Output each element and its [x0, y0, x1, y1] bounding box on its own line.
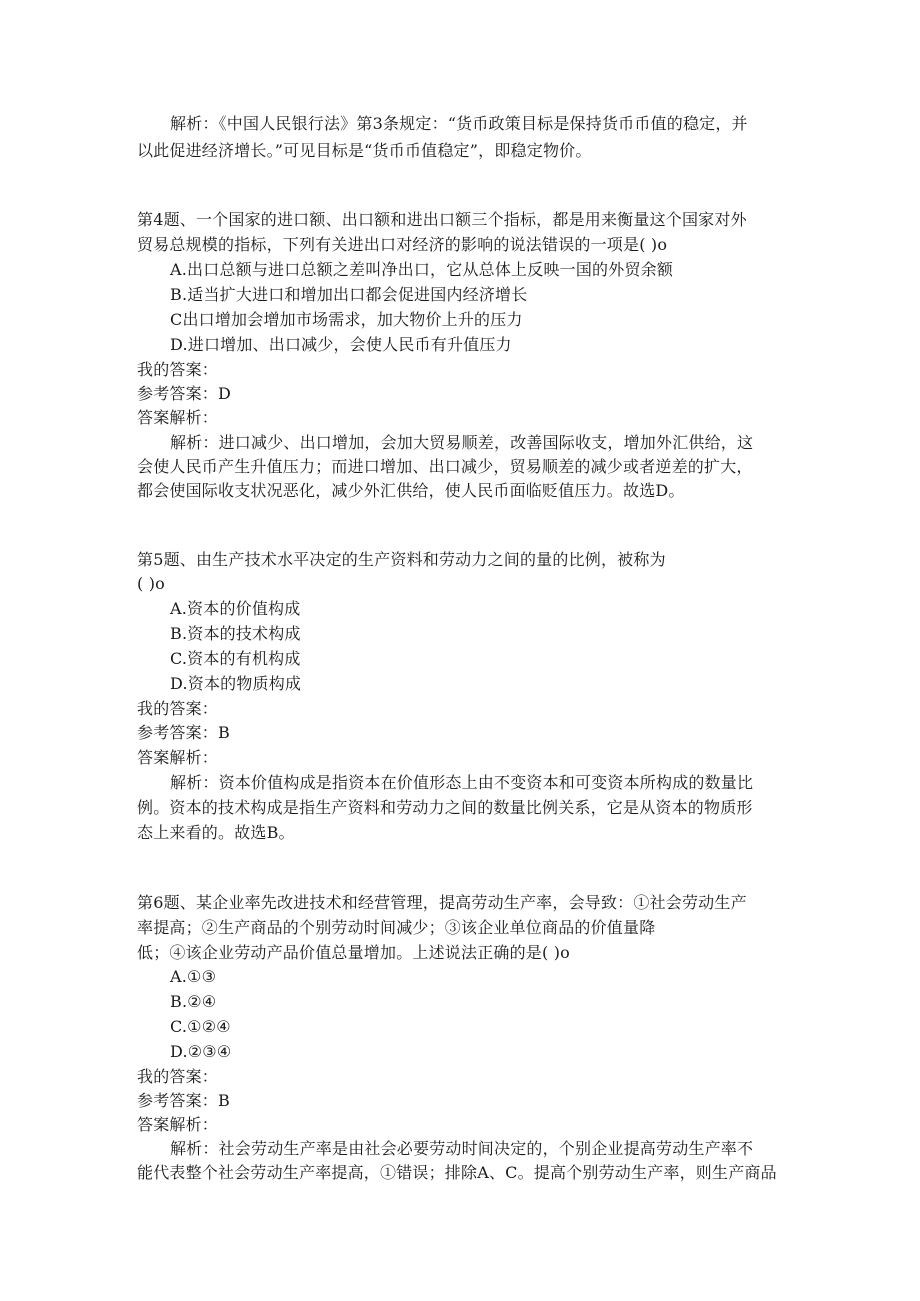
- q6-option-c: C.①②④: [170, 1017, 231, 1036]
- q6-option-a: A.①③: [170, 967, 217, 986]
- q4-stem-line: 贸易总规模的指标，下列有关进出口对经济的影响的说法错误的一项是( )o: [137, 235, 668, 254]
- q5-option-a: A.资本的价值构成: [170, 599, 301, 618]
- q4-analysis-line: 解析：进口减少、出口增加，会加大贸易顺差，改善国际收支，增加外汇供给，这: [170, 433, 754, 452]
- q6-stem-line: 第6题、某企业率先改进技术和经营管理，提高劳动生产率，会导致：①社会劳动生产: [137, 893, 747, 912]
- q6-option-d: D.②③④: [170, 1042, 232, 1061]
- q5-option-d: D.资本的物质构成: [170, 674, 302, 693]
- q6-reference-answer: 参考答案：B: [137, 1091, 230, 1110]
- q5-analysis-line: 例。资本的技术构成是指生产资料和劳动力之间的数量比例关系，它是从资本的物质形: [137, 798, 753, 817]
- q5-stem-line: ( )o: [137, 574, 166, 593]
- q6-option-b: B.②④: [170, 992, 217, 1011]
- q4-reference-answer: 参考答案：D: [137, 384, 232, 403]
- q5-analysis-line: 解析：资本价值构成是指资本在价值形态上由不变资本和可变资本所构成的数量比: [170, 773, 754, 792]
- q6-analysis-line: 能代表整个社会劳动生产率提高，①错误；排除A、C。提高个别劳动生产率，则生产商品: [137, 1163, 777, 1182]
- intro-analysis-line: 以此促进经济增长。”可见目标是“货币币值稳定”，即稳定物价。: [137, 141, 592, 160]
- q6-analysis-label: 答案解析：: [137, 1115, 219, 1134]
- q5-analysis-label: 答案解析：: [137, 748, 219, 767]
- intro-analysis-line: 解析：《中国人民银行法》第3条规定：“货币政策目标是保持货币币值的稳定，并: [170, 114, 748, 133]
- q6-stem-line: 率提高；②生产商品的个别劳动时间减少；③该企业单位商品的价值量降: [137, 918, 656, 937]
- q4-stem-line: 第4题、一个国家的进口额、出口额和进出口额三个指标，都是用来衡量这个国家对外: [137, 210, 747, 229]
- q4-analysis-label: 答案解析：: [137, 408, 219, 427]
- q4-analysis-line: 都会使国际收支状况恶化，减少外汇供给，使人民币面临贬值压力。故选D。: [137, 481, 685, 500]
- q4-option-d: D.进口增加、出口减少，会使人民币有升值压力: [170, 335, 512, 354]
- q6-analysis-line: 解析：社会劳动生产率是由社会必要劳动时间决定的，个别企业提高劳动生产率不: [170, 1139, 754, 1158]
- q5-reference-answer: 参考答案：B: [137, 723, 230, 742]
- q4-option-c: C出口增加会增加市场需求，加大物价上升的压力: [170, 310, 523, 329]
- q5-option-c: C.资本的有机构成: [170, 649, 301, 668]
- q6-stem-line: 低；④该企业劳动产品价值总量增加。上述说法正确的是( )o: [137, 943, 571, 962]
- q4-my-answer: 我的答案：: [137, 360, 219, 379]
- q6-my-answer: 我的答案：: [137, 1067, 219, 1086]
- q4-option-b: B.适当扩大进口和增加出口都会促进国内经济增长: [170, 285, 528, 304]
- q4-analysis-line: 会使人民币产生升值压力；而进口增加、出口减少，贸易顺差的减少或者逆差的扩大，: [137, 457, 753, 476]
- q5-my-answer: 我的答案：: [137, 699, 219, 718]
- q5-option-b: B.资本的技术构成: [170, 624, 301, 643]
- q5-stem-line: 第5题、由生产技术水平决定的生产资料和劳动力之间的量的比例，被称为: [137, 550, 666, 569]
- q5-analysis-line: 态上来看的。故选B。: [137, 823, 295, 842]
- q4-option-a: A.出口总额与进口总额之差叫净出口，它从总体上反映一国的外贸余额: [170, 260, 674, 279]
